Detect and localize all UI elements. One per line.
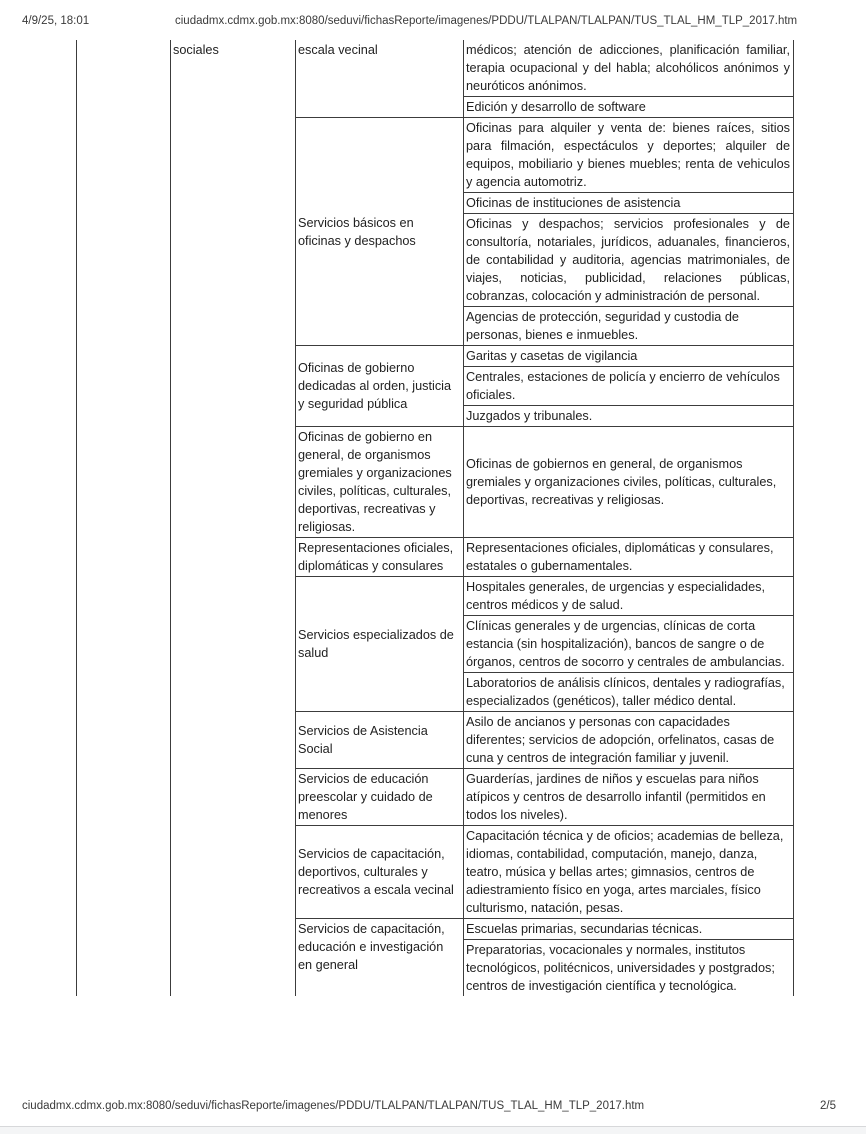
category-cell: Servicios de educación preescolar y cuidado de menores bbox=[296, 769, 464, 826]
group-cell: sociales bbox=[171, 40, 296, 996]
category-cell: Servicios de capacitación, educación e investigación en general bbox=[296, 919, 464, 997]
use-item-cell: Garitas y casetas de vigilancia bbox=[464, 346, 794, 367]
use-item-cell: Oficinas de instituciones de asistencia bbox=[464, 193, 794, 214]
header-datetime: 4/9/25, 18:01 bbox=[22, 15, 90, 27]
use-item-cell: Guarderías, jardines de niños y escuelas para niños atípicos y centros de desarrollo infantil (permitidos en todos los niveles). bbox=[464, 769, 794, 826]
category-cell: Servicios de Asistencia Social bbox=[296, 712, 464, 769]
use-item-cell: Oficinas para alquiler y venta de: bienes raíces, sitios para filmación, espectáculos y deportes; alquiler de equipos, mobiliario y bienes muebles; renta de vehiculos y agencia automotriz. bbox=[464, 118, 794, 193]
use-item-cell: Laboratorios de análisis clínicos, dentales y radiografías, especializados (genéticos), taller médico dental. bbox=[464, 673, 794, 712]
use-item-cell: Agencias de protección, seguridad y custodia de personas, bienes e inmuebles. bbox=[464, 307, 794, 346]
land-uses-table bbox=[76, 40, 794, 996]
category-cell: Oficinas de gobierno en general, de organismos gremiales y organizaciones civiles, políticas, culturales, deportivas, recreativas y religiosas. bbox=[296, 427, 464, 538]
use-item-cell: Edición y desarrollo de software bbox=[464, 97, 794, 118]
use-item-cell: Hospitales generales, de urgencias y especialidades, centros médicos y de salud. bbox=[464, 577, 794, 616]
use-item-cell: médicos; atención de adicciones, planificación familiar, terapia ocupacional y del habla; alcohólicos anónimos y neuróticos anónimos. bbox=[464, 40, 794, 97]
category-cell: Servicios básicos en oficinas y despachos bbox=[296, 118, 464, 346]
use-item-cell: Clínicas generales y de urgencias, clínicas de corta estancia (sin hospitalización), bancos de sangre o de órganos, centros de socorro y centrales de ambulancias. bbox=[464, 616, 794, 673]
use-item-cell: Oficinas de gobiernos en general, de organismos gremiales y organizaciones civiles, políticas, culturales, deportivas, recreativas y religiosas. bbox=[464, 427, 794, 538]
use-item-cell: Oficinas y despachos; servicios profesionales y de consultoría, notariales, jurídicos, aduanales, financieros, de contabilidad y auditoria, agencias matrimoniales, de viajes, noticias, publicidad, relaciones públicas, cobranzas, colocación y administración de personal. bbox=[464, 214, 794, 307]
category-cell: Representaciones oficiales, diplomáticas y consulares bbox=[296, 538, 464, 577]
use-item-cell: Juzgados y tribunales. bbox=[464, 406, 794, 427]
category-cell: Servicios especializados de salud bbox=[296, 577, 464, 712]
print-footer bbox=[0, 1100, 866, 1116]
use-item-cell: Preparatorias, vocacionales y normales, institutos tecnológicos, politécnicos, universidades y postgrados; centros de investigación científica y tecnológica. bbox=[464, 940, 794, 997]
category-cell: Servicios de capacitación, deportivos, culturales y recreativos a escala vecinal bbox=[296, 826, 464, 919]
spacer-cell bbox=[77, 40, 171, 996]
category-cell: Oficinas de gobierno dedicadas al orden, justicia y seguridad pública bbox=[296, 346, 464, 427]
header-url: ciudadmx.cdmx.gob.mx:8080/seduvi/fichasReporte/imagenes/PDDU/TLALPAN/TLALPAN/TUS_TLAL_HM_TLP_2017.htm bbox=[175, 15, 798, 27]
footer-url: ciudadmx.cdmx.gob.mx:8080/seduvi/fichasReporte/imagenes/PDDU/TLALPAN/TLALPAN/TUS_TLAL_HM_TLP_2017.htm bbox=[22, 1100, 645, 1112]
use-item-cell: Capacitación técnica y de oficios; academias de belleza, idiomas, contabilidad, computación, manejo, danza, teatro, música y bellas artes; gimnasios, centros de adiestramiento físico en yoga, artes marciales, físico culturismo, natación, pesas. bbox=[464, 826, 794, 919]
page-number: 2/5 bbox=[820, 1100, 836, 1112]
use-item-cell: Escuelas primarias, secundarias técnicas. bbox=[464, 919, 794, 940]
category-cell: escala vecinal bbox=[296, 40, 464, 118]
print-header bbox=[0, 15, 866, 31]
use-item-cell: Representaciones oficiales, diplomáticas y consulares, estatales o gubernamentales. bbox=[464, 538, 794, 577]
window-bottom-edge bbox=[0, 1126, 866, 1134]
use-item-cell: Asilo de ancianos y personas con capacidades diferentes; servicios de adopción, orfelinatos, casas de cuna y centros de integración familiar y juvenil. bbox=[464, 712, 794, 769]
table-row bbox=[77, 40, 794, 97]
use-item-cell: Centrales, estaciones de policía y encierro de vehículos oficiales. bbox=[464, 367, 794, 406]
